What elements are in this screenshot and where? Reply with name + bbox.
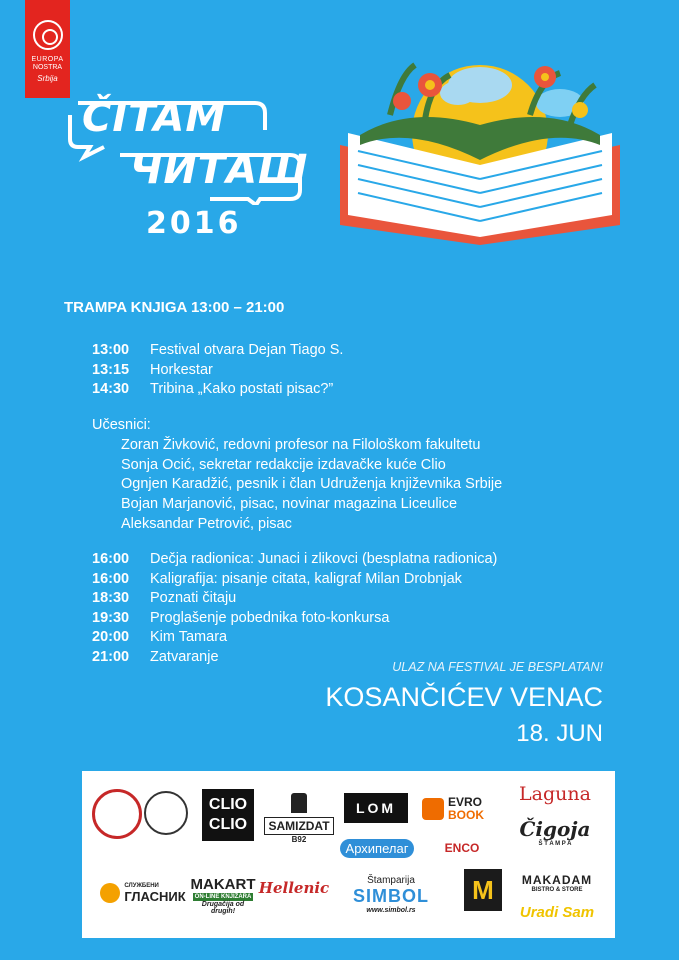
cigoja-sub: Š T A M P A <box>538 841 572 847</box>
program-time: 16:00 <box>92 551 130 567</box>
sponsor-round-logo <box>144 791 188 835</box>
festival-logo <box>60 95 310 205</box>
program-row <box>92 361 343 381</box>
simbol-top: Štamparija <box>367 874 415 886</box>
event-date: 18. JUN <box>516 720 603 747</box>
program-event: Dečja radionica: Junaci i zlikovci (besplatna radionica) <box>150 551 498 567</box>
sponsor-enco <box>430 835 494 861</box>
arhipelag-name: Архипелаг <box>340 839 415 858</box>
sponsor-hellenic <box>260 871 328 905</box>
glasnik-name: ГЛАСНИК <box>124 888 186 904</box>
program-event: Poznati čitaju <box>150 590 237 606</box>
participant: Sonja Ocić, sekretar redakcije izdavačke kuće Clio <box>121 456 446 473</box>
program-event: Kaligrafija: pisanje citata, kaligraf Milan Drobnjak <box>150 570 462 587</box>
program-time: 13:00 <box>92 342 130 358</box>
program-event: Horkestar <box>150 361 213 378</box>
cigoja-name: Čigoja <box>519 817 591 841</box>
sponsor-cigoja <box>510 813 600 851</box>
participant: Zoran Živković, redovni profesor na Filološkom fakultetu <box>121 436 481 453</box>
sponsor-clio <box>202 789 254 841</box>
sponsor-arhipelag <box>332 835 422 861</box>
program-row <box>92 628 497 648</box>
makart-name: MAKART <box>190 875 256 893</box>
participant: Aleksandar Petrović, pisac <box>121 515 292 532</box>
participant: Ognjen Karadžić, pesnik i član Udruženja književnika Srbije <box>121 476 503 493</box>
sponsor-uradi-sam <box>512 901 602 923</box>
program-row <box>92 550 497 570</box>
sponsor-glasnik <box>94 876 192 910</box>
program-time: 21:00 <box>92 648 130 665</box>
simbol-name: SIMBOL <box>353 885 429 906</box>
program-time: 16:00 <box>92 570 130 587</box>
glasnik-icon <box>100 883 120 903</box>
program-row <box>92 570 497 590</box>
europa-nostra-seal-icon <box>33 20 63 50</box>
program-time: 14:30 <box>92 381 130 397</box>
makadam-sub: BISTRO & STORE <box>531 887 583 893</box>
program-part1 <box>92 341 343 400</box>
makadam-name: MAKADAM <box>521 873 593 887</box>
sponsor-lom <box>344 793 408 823</box>
mcdonalds-logo-icon: M <box>464 869 502 911</box>
program-row <box>92 589 497 609</box>
glasnik-top: СЛУЖБЕНИ <box>124 882 159 889</box>
open-book-illustration <box>330 55 630 250</box>
program-event: Tribina „Kako postati pisac?” <box>150 381 334 397</box>
participant: Bojan Marjanović, pisac, novinar magazina Liceulice <box>121 496 458 513</box>
program-event: Zatvaranje <box>150 648 219 665</box>
uradi-sam-name: Uradi Sam <box>519 903 595 921</box>
simbol-url: www.simbol.rs <box>366 906 416 914</box>
sponsor-makart <box>192 867 254 923</box>
program-time: 20:00 <box>92 629 130 645</box>
festival-year: 2016 <box>146 206 242 241</box>
badge-line3: Srbija <box>37 74 58 83</box>
program-time: 18:30 <box>92 590 130 606</box>
venue: KOSANČIĆEV VENAC <box>325 682 603 712</box>
laguna-name: Laguna <box>519 783 591 805</box>
enco-name: ENCO <box>444 841 480 855</box>
evrobook-icon <box>422 798 444 820</box>
logo-line-latin: ČITAM <box>82 95 227 141</box>
clio-line1: CLIO <box>208 796 248 813</box>
stamp-icon <box>291 793 307 813</box>
program-row <box>92 341 343 361</box>
flower-icon <box>393 92 411 110</box>
makart-slogan: Drugačija od drugih! <box>201 900 245 915</box>
flower-icon <box>572 102 588 118</box>
lom-name: LOM <box>355 800 397 816</box>
program-row <box>92 609 497 629</box>
evrobook-line1: EVRO <box>448 795 483 809</box>
sponsor-round-logo <box>92 789 142 839</box>
logo-line-cyrillic: ЧИТАШ <box>130 147 309 193</box>
clio-line2: CLIO <box>208 816 248 833</box>
sponsors-panel <box>82 771 615 938</box>
free-entry-note: ULAZ NA FESTIVAL JE BESPLATAN! <box>392 660 603 674</box>
europa-nostra-badge <box>25 0 70 98</box>
badge-line1: EUROPA <box>31 56 64 63</box>
book-swap-heading: TRAMPA KNJIGA 13:00 – 21:00 <box>64 299 285 316</box>
evrobook-line2: BOOK <box>448 808 484 822</box>
hellenic-name: Hellenic <box>258 879 330 897</box>
sponsor-evrobook <box>422 793 502 825</box>
participants-title: Učesnici: <box>92 417 151 433</box>
program-event: Festival otvara Dejan Tiago S. <box>150 342 344 358</box>
program-time: 13:15 <box>92 361 130 378</box>
program-part2 <box>92 550 497 667</box>
sponsor-makadam <box>512 867 602 899</box>
program-time: 19:30 <box>92 609 130 626</box>
program-event: Kim Tamara <box>150 629 228 645</box>
program-event: Proglašenje pobednika foto-konkursa <box>150 609 390 626</box>
samizdat-sub: B92 <box>291 834 307 844</box>
samizdat-name: SAMIZDAT <box>264 817 333 835</box>
program-row <box>92 380 343 400</box>
participants <box>92 416 502 535</box>
badge-line2: NOSTRA <box>32 64 63 71</box>
makart-sub: ON-LINE KNJIŽARA <box>194 893 252 900</box>
sponsor-simbol <box>332 871 450 917</box>
sponsor-laguna <box>510 781 600 807</box>
sponsor-samizdat <box>264 789 334 847</box>
